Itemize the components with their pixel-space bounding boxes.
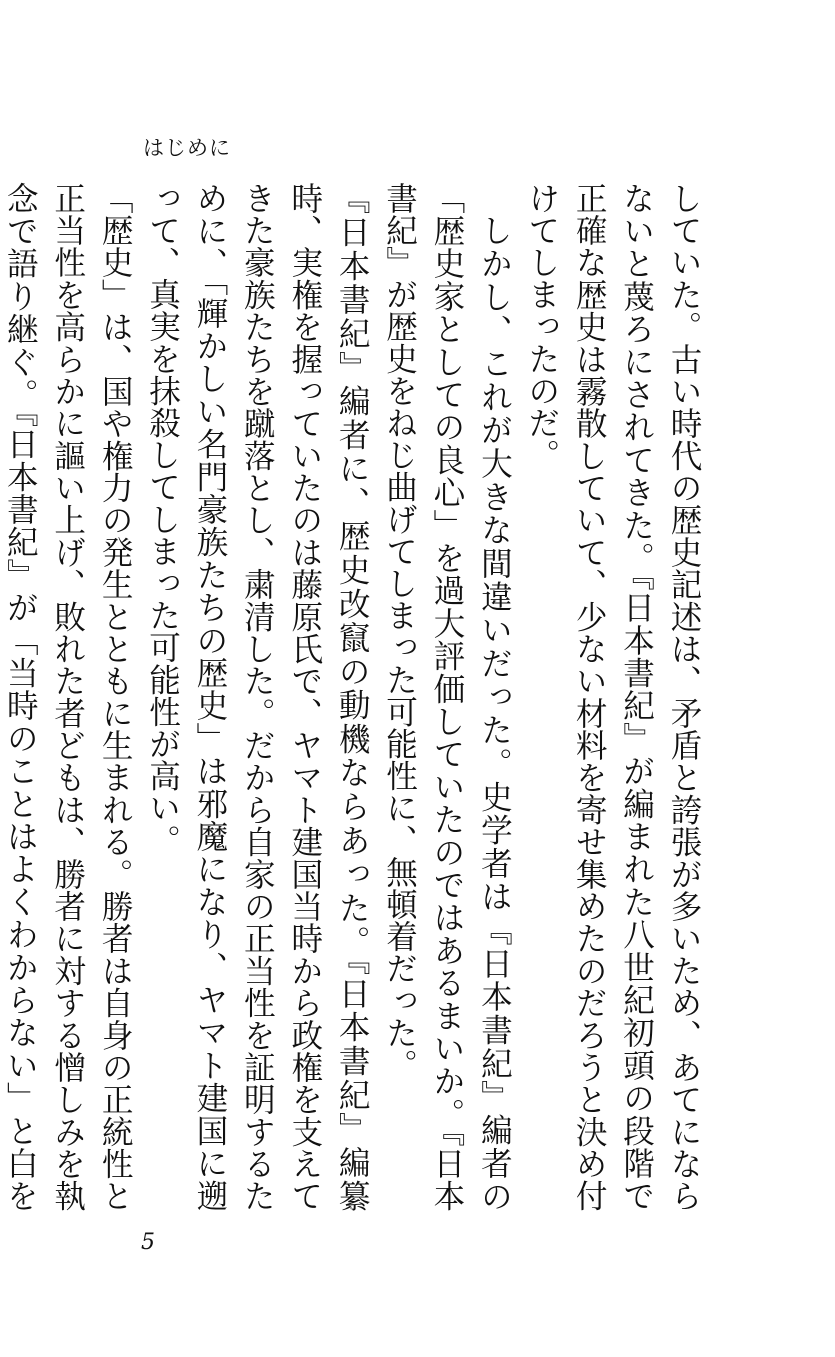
paragraph: 『日本書紀』編者に、歴史改竄の動機ならあった。『日本書紀』編纂時、実権を握っていたのは藤原氏で、ヤマト建国当時から政権を支えてきた豪族たちを蹴落とし、粛清した。だから自家の正当性を証明するために、「輝かしい名門豪族たちの歴史」は邪魔になり、ヤマト建国に遡って、真実を抹殺してしまった可能性が高い。 (144, 182, 371, 1212)
running-head: はじめに (143, 136, 231, 160)
paragraph: していた。古い時代の歴史記述は、矛盾と誇張が多いため、あてにならないと蔑ろにされてきた。『日本書紀』が編まれた八世紀初頭の段階で正確な歴史は霧散していて、少ない材料を寄せ集めたのだろうと決め付けてしまったのだ。 (523, 182, 702, 1212)
paragraph: 「歴史」は、国や権力の発生とともに生まれる。勝者は自身の正統性と正当性を高らかに謳い上げ、敗れた者どもは、勝者に対する憎しみを執念で語り継ぐ。『日本書紀』が「当時のことはよくわからない」と白を (2, 182, 134, 1212)
body-text (0, 182, 707, 1212)
paragraph: しかし、これが大きな間違いだった。史学者は『日本書紀』編者の「歴史家としての良心」を過大評価していたのではあるまいか。『日本書紀』が歴史をねじ曲げてしまった可能性に、無頓着だった。 (381, 182, 513, 1212)
page-number: 5 (141, 1230, 155, 1255)
